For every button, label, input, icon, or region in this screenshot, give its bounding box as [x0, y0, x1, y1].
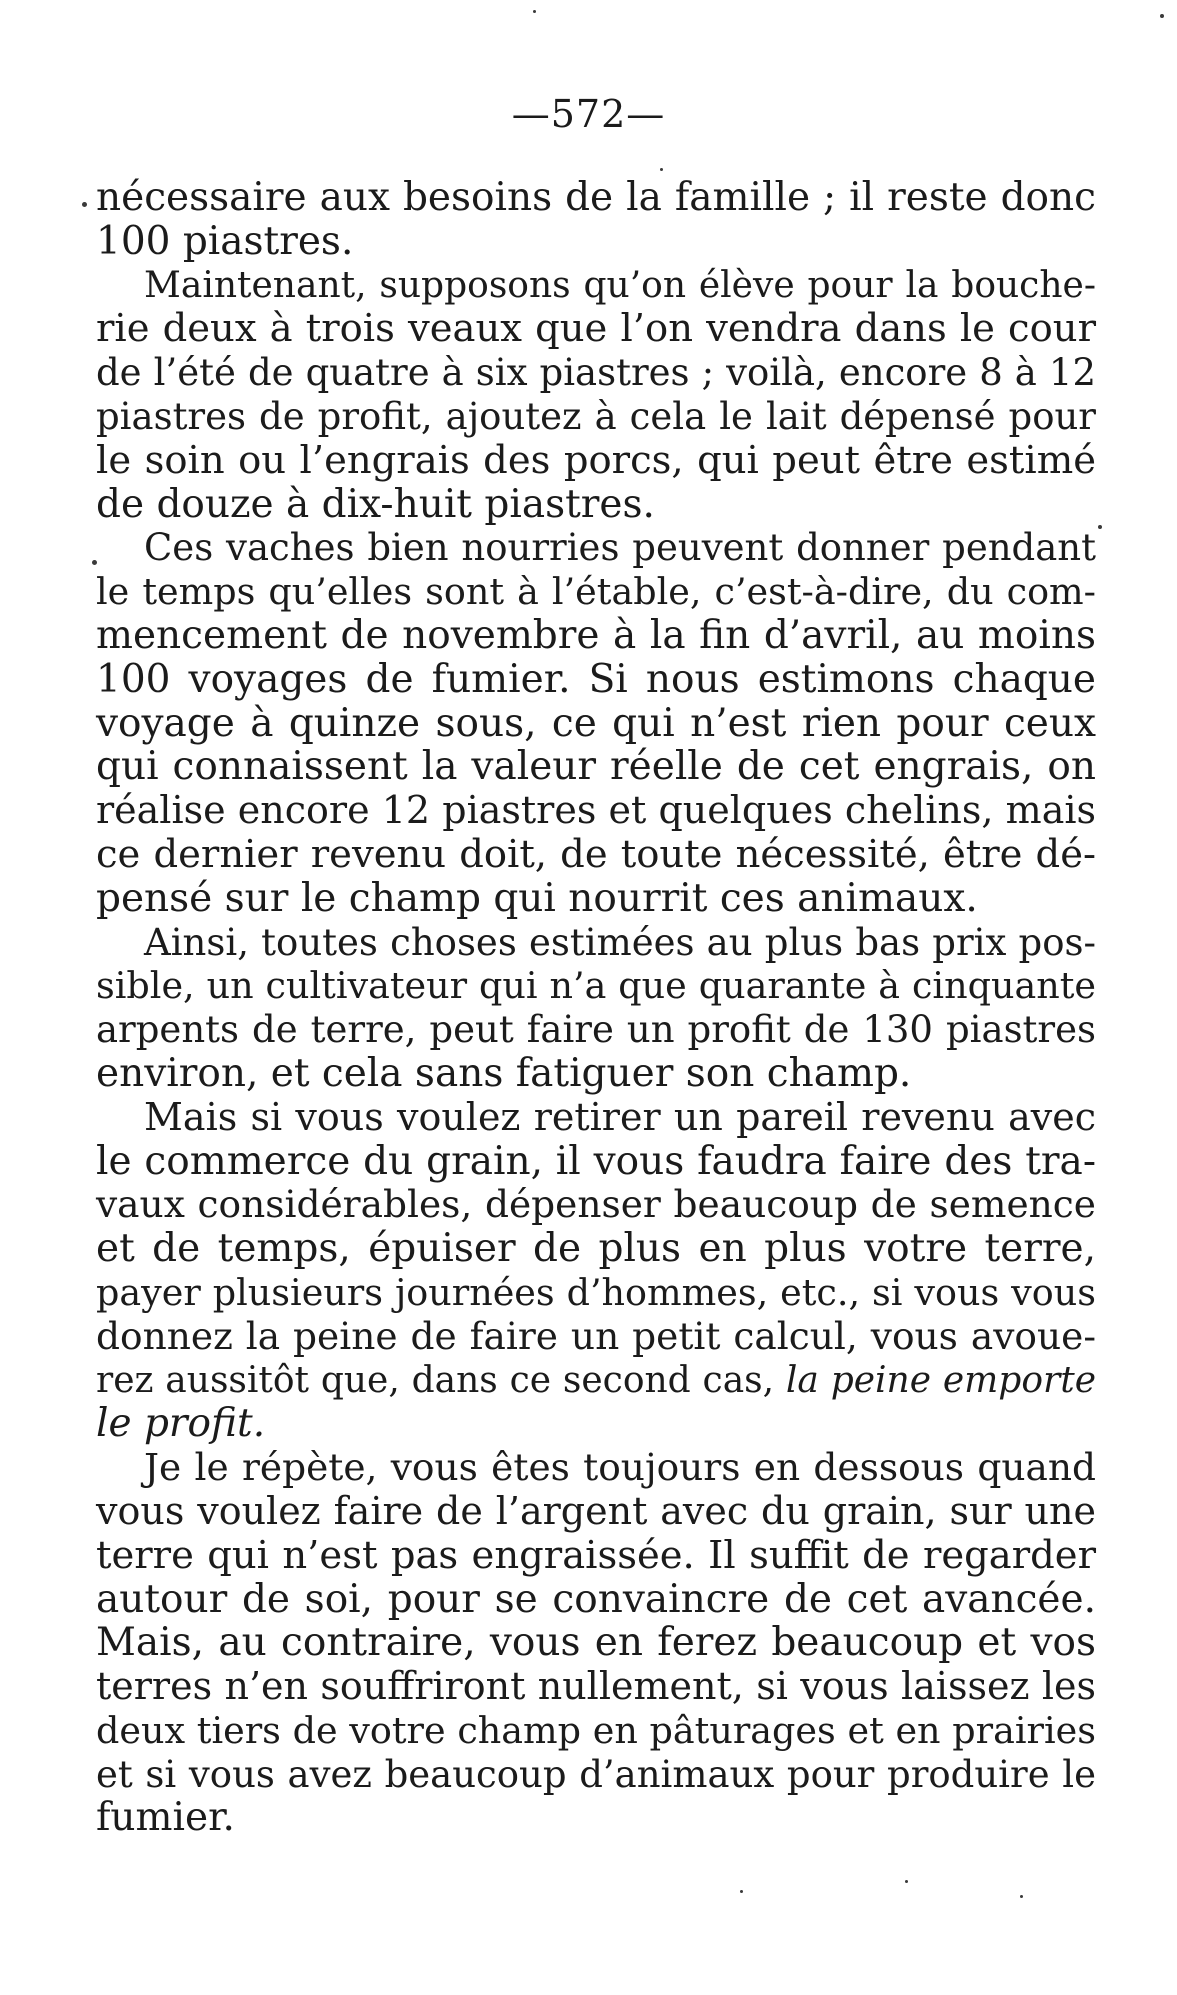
- text-line-roman: ce dernier revenu doit, de toute nécessité, être dé-: [96, 831, 1096, 877]
- scan-speck: [905, 1880, 908, 1883]
- text-line-roman: Mais, au contraire, vous en ferez beaucoup et vos: [96, 1620, 1096, 1666]
- text-line: [96, 1490, 1096, 1534]
- text-line-roman: Je le répète, vous êtes toujours en dessous quand: [144, 1445, 1096, 1490]
- text-line-italic: la peine emporte: [785, 1359, 1097, 1401]
- text-line: [96, 1709, 1096, 1753]
- text-line: [96, 570, 1096, 614]
- text-line-roman: rez aussitôt que, dans ce second cas,: [96, 1359, 786, 1401]
- text-line-italic: le profit.: [96, 1401, 266, 1447]
- text-line: [96, 1446, 1096, 1490]
- text-line: [96, 1665, 1096, 1709]
- text-line: [96, 1096, 1096, 1140]
- text-line: [96, 1796, 1096, 1840]
- text-line-roman: vous voulez faire de l’argent avec du grain, sur une: [96, 1488, 1096, 1533]
- text-line-roman: et de temps, épuiser de plus en plus votre terre,: [96, 1226, 1096, 1272]
- page-number: —572—: [511, 92, 666, 136]
- text-line: [96, 658, 1096, 702]
- text-line: [96, 439, 1096, 483]
- text-line-roman: 100 voyages de fumier. Si nous estimons chaque: [96, 656, 1096, 702]
- text-line-roman: réalise encore 12 piastres et quelques chelins, mais: [96, 788, 1096, 833]
- text-line-roman: environ, et cela sans fatiguer son champ.: [96, 1050, 912, 1096]
- text-line-roman: le commerce du grain, il vous faudra faire des tra-: [96, 1138, 1096, 1184]
- text-line: [96, 1621, 1096, 1665]
- text-line-roman: sible, un cultivateur qui n’a que quarante à cinquante: [96, 964, 1096, 1008]
- text-line: [96, 395, 1096, 439]
- text-line-roman: vaux considérables, dépenser beaucoup de semence: [96, 1182, 1096, 1227]
- text-line: [96, 483, 1096, 527]
- scan-speck: [82, 202, 87, 207]
- text-line: [96, 921, 1096, 965]
- text-line-roman: Maintenant, supposons qu’on élève pour la bouche-: [144, 264, 1096, 306]
- text-line: [96, 789, 1096, 833]
- text-line: [96, 264, 1096, 308]
- text-line: [96, 351, 1096, 395]
- scan-speck: [660, 168, 663, 171]
- text-line-roman: donnez la peine de faire un petit calcul, vous avoue-: [96, 1313, 1096, 1358]
- text-line: [96, 1315, 1096, 1359]
- text-line: [96, 1578, 1096, 1622]
- text-line: [96, 176, 1096, 220]
- text-line-roman: mencement de novembre à la fin d’avril, au moins: [96, 612, 1096, 658]
- text-line-roman: terre qui n’est pas engraissée. Il suffit de regarder: [96, 1532, 1096, 1578]
- text-line-roman: et si vous avez beaucoup d’animaux pour produire le: [96, 1752, 1096, 1796]
- text-line: [96, 1402, 1096, 1446]
- scan-speck: [1160, 14, 1164, 18]
- text-line: [96, 526, 1096, 570]
- text-line-roman: pensé sur le champ qui nourrit ces animaux.: [96, 875, 978, 921]
- scan-speck: [1020, 1895, 1023, 1898]
- text-line-roman: autour de soi, pour se convaincre de cet avancée.: [96, 1576, 1096, 1622]
- text-line-roman: Mais si vous voulez retirer un pareil revenu avec: [144, 1094, 1096, 1139]
- text-line: [96, 1359, 1096, 1403]
- text-line-roman: arpents de terre, peut faire un profit de 130 piastres: [96, 1008, 1096, 1052]
- text-line-roman: de douze à dix-huit piastres.: [96, 481, 655, 527]
- text-line-roman: fumier.: [96, 1795, 235, 1841]
- text-line: [96, 1227, 1096, 1271]
- text-line: [96, 1534, 1096, 1578]
- text-line-roman: qui connaissent la valeur réelle de cet engrais, on: [96, 744, 1096, 790]
- scan-speck: [92, 560, 97, 565]
- text-line-roman: Ces vaches bien nourries peuvent donner pendant: [144, 526, 1096, 570]
- body-text: [96, 176, 1096, 1840]
- text-line-roman: terres n’en souffriront nullement, si vous laissez les: [96, 1664, 1096, 1709]
- scan-speck: [1098, 525, 1102, 529]
- text-line-roman: le temps qu’elles sont à l’étable, c’est-à-dire, du com-: [96, 570, 1096, 614]
- text-line: [96, 1753, 1096, 1797]
- text-line: [96, 702, 1096, 746]
- text-line-roman: le soin ou l’engrais des porcs, qui peut être estimé: [96, 437, 1096, 483]
- text-line-roman: voyage à quinze sous, ce qui n’est rien pour ceux: [96, 700, 1096, 746]
- text-line-roman: Ainsi, toutes choses estimées au plus bas prix pos-: [144, 920, 1096, 964]
- text-line: [96, 964, 1096, 1008]
- scan-speck: [533, 10, 536, 13]
- scan-speck: [740, 1890, 743, 1893]
- text-line-roman: de l’été de quatre à six piastres ; voilà, encore 8 à 12: [96, 351, 1096, 395]
- text-line: [96, 1183, 1096, 1227]
- text-line-roman: nécessaire aux besoins de la famille ; il reste donc: [96, 175, 1096, 220]
- text-line: [96, 220, 1096, 264]
- text-line: [96, 1052, 1096, 1096]
- text-line: [96, 1271, 1096, 1315]
- text-line-roman: 100 piastres.: [96, 218, 354, 264]
- text-line: [96, 1140, 1096, 1184]
- text-line: [96, 877, 1096, 921]
- text-line: [96, 833, 1096, 877]
- text-line-roman: deux tiers de votre champ en pâturages et en prairies: [96, 1708, 1096, 1752]
- text-line: [96, 614, 1096, 658]
- text-line: [96, 1008, 1096, 1052]
- text-line-roman: payer plusieurs journées d’hommes, etc., si vous vous: [96, 1270, 1096, 1314]
- text-line: [96, 745, 1096, 789]
- text-line-roman: rie deux à trois veaux que l’on vendra dans le cour: [96, 306, 1096, 352]
- text-line-roman: piastres de profit, ajoutez à cela le lait dépensé pour: [96, 394, 1096, 438]
- text-line: [96, 307, 1096, 351]
